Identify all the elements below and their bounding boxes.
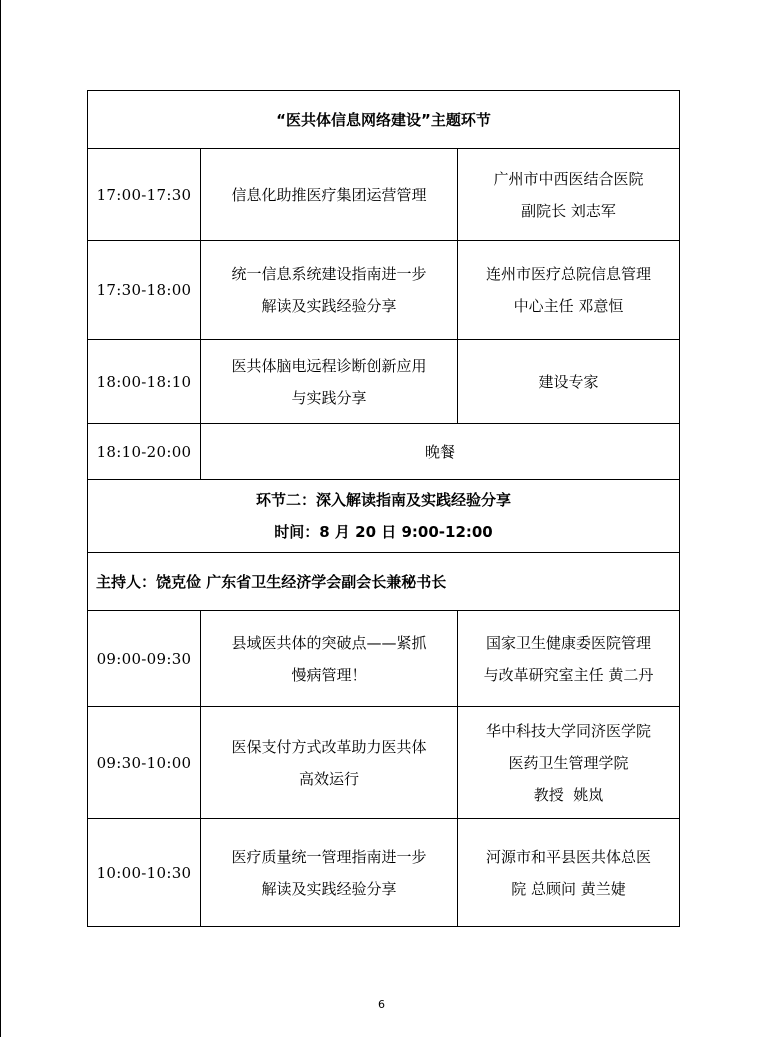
speaker-line: 与改革研究室主任 黄二丹 [483, 665, 654, 684]
speaker-line: 华中科技大学同济医学院 [486, 721, 652, 740]
page-left-edge [0, 0, 1, 1037]
section2-title: 环节二：深入解读指南及实践经验分享 [256, 491, 512, 509]
topic-line: 医疗质量统一管理指南进一步 [231, 847, 427, 866]
row-speaker [458, 241, 680, 340]
agenda-row [88, 149, 680, 241]
section2-header-row [88, 480, 680, 553]
row-topic [201, 819, 458, 927]
topic-line: 医共体脑电远程诊断创新应用 [231, 356, 427, 375]
agenda-row [88, 819, 680, 927]
row-time: 17:00-17:30 [88, 149, 201, 241]
row-speaker [458, 149, 680, 241]
host-row [88, 553, 680, 611]
dinner-row [88, 424, 680, 480]
section-header-row [88, 91, 680, 149]
row-topic [201, 149, 458, 241]
agenda-table [87, 90, 680, 927]
agenda-row [88, 707, 680, 819]
speaker-line: 河源市和平县医共体总医 [486, 847, 652, 866]
agenda-row [88, 611, 680, 707]
speaker-line: 教授 姚岚 [533, 785, 604, 804]
row-topic [201, 241, 458, 340]
topic-line: 高效运行 [298, 769, 359, 788]
section2-header [88, 480, 680, 553]
topic-line: 慢病管理！ [291, 665, 367, 684]
row-speaker [458, 611, 680, 707]
section1-title: “医共体信息网络建设”主题环节 [88, 91, 680, 149]
speaker-line: 医药卫生管理学院 [508, 753, 629, 772]
speaker-line: 建设专家 [538, 372, 599, 391]
page-number: 6 [378, 998, 385, 1011]
topic-line: 与实践分享 [291, 388, 367, 407]
row-time: 17:30-18:00 [88, 241, 201, 340]
speaker-line: 广州市中西医结合医院 [493, 169, 644, 188]
row-speaker [458, 819, 680, 927]
speaker-line: 院 总顾问 黄兰婕 [511, 879, 626, 898]
row-speaker [458, 707, 680, 819]
row-topic [201, 340, 458, 424]
topic-line: 医保支付方式改革助力医共体 [231, 737, 427, 756]
row-speaker [458, 340, 680, 424]
topic-line: 解读及实践经验分享 [261, 297, 397, 315]
row-time: 10:00-10:30 [88, 819, 201, 927]
row-topic [201, 707, 458, 819]
topic-line: 解读及实践经验分享 [261, 879, 397, 898]
speaker-line: 连州市医疗总院信息管理 [486, 265, 652, 283]
row-time: 09:00-09:30 [88, 611, 201, 707]
row-topic [201, 611, 458, 707]
row-time: 18:00-18:10 [88, 340, 201, 424]
speaker-line: 中心主任 邓意恒 [513, 297, 624, 315]
topic-line: 县域医共体的突破点——紧抓 [231, 633, 427, 652]
topic-line: 信息化助推医疗集团运营管理 [231, 185, 427, 204]
speaker-line: 副院长 刘志军 [521, 201, 616, 220]
agenda-row [88, 340, 680, 424]
host-text: 主持人：饶克俭 广东省卫生经济学会副会长兼秘书长 [88, 553, 680, 611]
dinner-time: 18:10-20:00 [88, 424, 201, 480]
speaker-line: 国家卫生健康委医院管理 [486, 633, 652, 652]
topic-line: 统一信息系统建设指南进一步 [231, 265, 427, 283]
dinner-label: 晚餐 [201, 424, 680, 480]
row-time: 09:30-10:00 [88, 707, 201, 819]
agenda-row [88, 241, 680, 340]
section2-time: 时间：8 月 20 日 9:00-12:00 [274, 523, 493, 541]
